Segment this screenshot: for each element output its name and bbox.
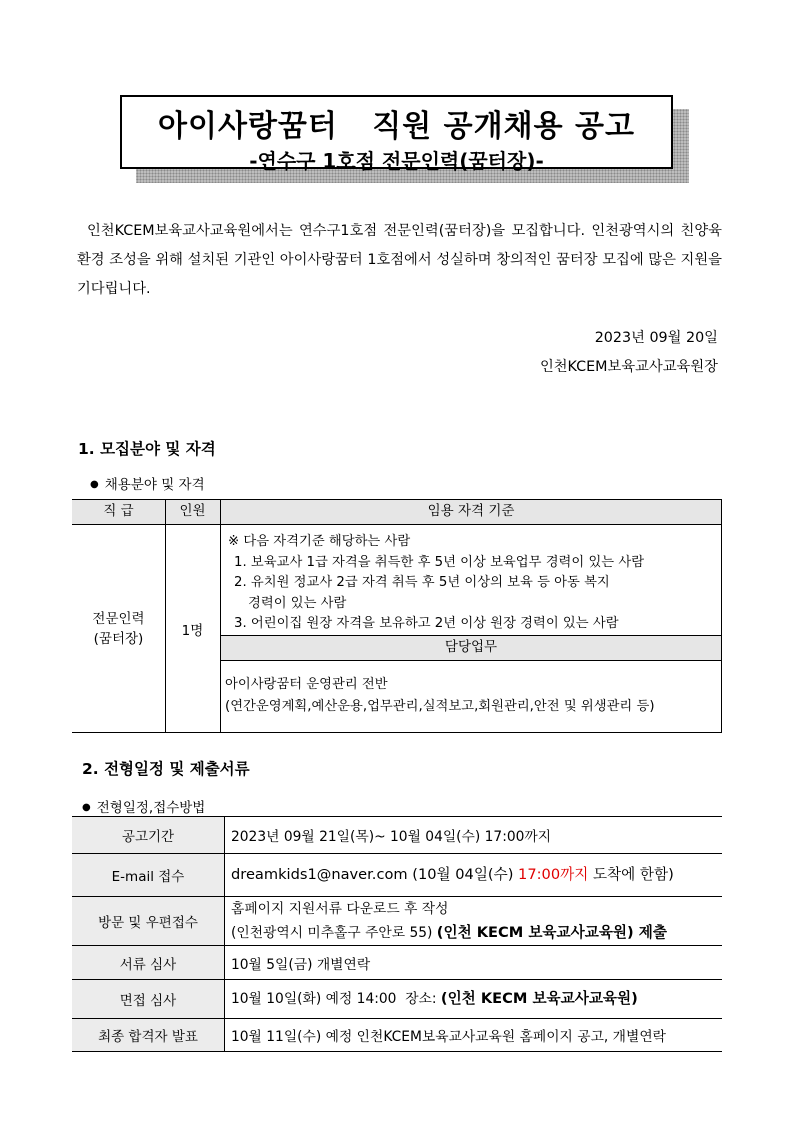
visit-line2 [231,921,667,945]
interview-time: 10월 10일(화) 예정 14:00 장소: [231,991,441,1007]
schedule-value: 2023년 09월 21일(목)~ 10월 04일(수) 17:00까지 [231,829,552,845]
schedule-label: 서류 심사 [72,946,224,979]
title-box [120,95,673,173]
email-value: dreamkids1@naver.com (10월 04일(수) [231,866,519,883]
rule [220,635,722,636]
deadline-highlight: 17:00까지 [518,866,589,883]
rule [72,499,722,500]
issuer-name: 인천KCEM보육교사교육원장 [539,359,718,375]
rule [72,524,722,525]
rule [72,896,722,897]
duties-header: 담당업무 [444,639,498,655]
rule [72,732,722,733]
email-note: 도착에 한함) [588,866,674,883]
rule [72,853,722,854]
schedule-label: 면접 심사 [72,980,224,1018]
position-cell: 전문인력 (꿈터장) [92,611,145,647]
rule [72,1051,722,1052]
criteria-item: 3. 어린이집 원장 자격을 보유하고 2년 이상 원장 경력이 있는 사람 [234,616,619,631]
col-count-header: 인원 [179,503,206,519]
schedule-value [231,897,667,945]
criteria-intro: ※ 다음 자격기준 해당하는 사람 [228,534,411,549]
rule [220,499,221,733]
announcement-date: 2023년 09월 20일 [594,330,718,346]
section2-bullet: ● 전형일정,접수방법 [82,800,206,816]
schedule-value [231,980,638,1018]
section1-bullet-text: 채용분야 및 자격 [104,477,205,493]
schedule-label: 방문 및 우편접수 [72,897,224,945]
col-criteria-header: 임용 자격 기준 [427,503,515,519]
count-cell: 1명 [181,623,204,639]
rule [72,1018,722,1019]
address-text: (인천광역시 미추홀구 주안로 55) [231,924,437,941]
visit-line1: 홈페이지 지원서류 다운로드 후 작성 [231,900,449,917]
section1-bullet: ● 채용분야 및 자격 [90,477,205,493]
schedule-value: 10월 11일(수) 예정 인천KCEM보육교사교육원 홈페이지 공고, 개별연락 [231,1029,666,1045]
section1-heading: 1. 모집분야 및 자격 [78,440,216,458]
criteria-item: 1. 보육교사 1급 자격을 취득한 후 5년 이상 보육업무 경력이 있는 사람 [234,554,645,570]
document-title: 아이사랑꿈터 직원 공개채용 공고 [158,109,635,144]
duties-line: 아이사랑꿈터 운영관리 전반 [225,677,388,692]
section2-bullet-text: 전형일정,접수방법 [96,800,206,816]
criteria-item: 경력이 있는 사람 [248,595,347,611]
submit-location: (인천 KECM 보육교사교육원) 제출 [436,923,667,941]
duties-line: (연간운영계획,예산운용,업무관리,실적보고,회원관리,안전 및 위생관리 등) [225,699,655,714]
rule [220,660,722,661]
rule [72,979,722,980]
schedule-label: 공고기간 [72,817,224,853]
schedule-label: E-mail 접수 [72,854,224,896]
rule [165,499,166,733]
rule [224,816,225,1052]
schedule-table [72,816,722,1052]
schedule-label: 최종 합격자 발표 [72,1019,224,1051]
rule [72,816,722,817]
criteria-cell [228,532,718,635]
duties-cell [225,674,720,718]
intro-paragraph: 인천KCEM보육교사교육원에서는 연수구1호점 전문인력(꿈터장)을 모집합니다. 인천광역시의 친양육환경 조성을 위해 설치된 기관인 아이사랑꿈터 1호점에서 성실하며 창의적인 꿈터장 모집에 많은 지원을 기다립니다. [77,223,722,297]
rule [72,945,722,946]
schedule-value [231,854,674,896]
interview-location: (인천 KECM 보육교사교육원) [440,990,638,1007]
schedule-value: 10월 5일(금) 개별연락 [231,956,371,973]
col-position-header: 직 급 [103,503,134,519]
document-subtitle: -연수구 1호점 전문인력(꿈터장)- [249,149,544,173]
qualification-table [72,499,722,733]
rule [721,499,722,733]
section2-heading: 2. 전형일정 및 제출서류 [82,760,250,778]
criteria-item: 2. 유치원 정교사 2급 자격 취득 후 5년 이상의 보육 등 아동 복지 [234,575,610,590]
